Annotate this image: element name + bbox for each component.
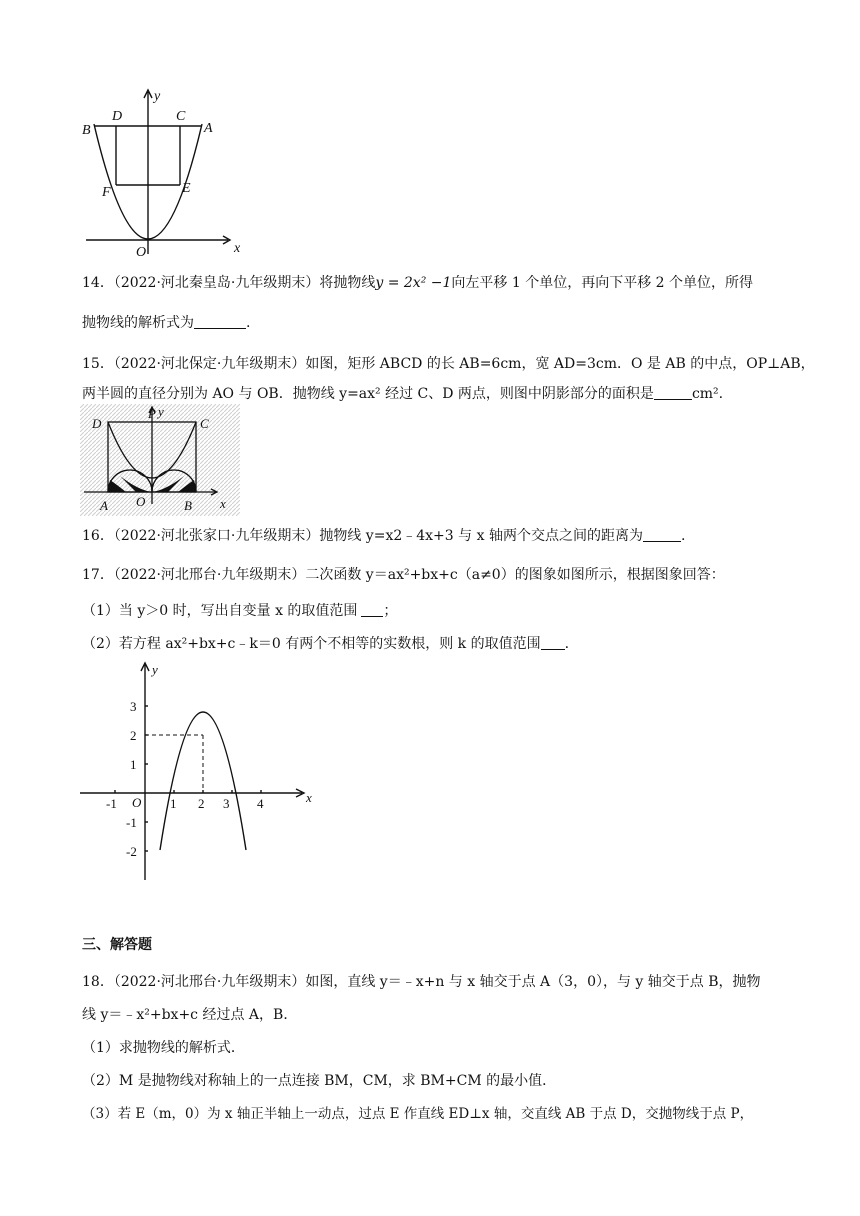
label-P: P: [148, 406, 156, 421]
label-y: y: [154, 89, 161, 104]
q14-end: .: [246, 315, 251, 331]
x-tick-label: 3: [223, 796, 230, 811]
figure-15-rectangle-semicircles: [80, 404, 240, 516]
question-18-line2: 线 y＝﹣x²+bx+c 经过点 A，B．: [82, 1007, 298, 1023]
q18-number: 18．: [82, 974, 114, 990]
question-18-sub3: （3）若 E（m，0）为 x 轴正半轴上一动点，过点 E 作直线 ED⊥x 轴，交直线 AB 于点 D，交抛物线于点 P，: [82, 1106, 754, 1122]
label-C: C: [200, 416, 209, 431]
question-17: [82, 565, 725, 585]
question-17-sub2: [82, 634, 569, 654]
q15-number: 15．: [82, 356, 114, 372]
x-tick-label: 2: [198, 796, 205, 811]
label-origin: O: [132, 795, 142, 810]
label-y: y: [158, 404, 164, 419]
x-tick-label: 4: [257, 796, 264, 811]
q16-end: .: [680, 528, 686, 544]
q18-line1-text: 如图，直线 y＝﹣x+n 与 x 轴交于点 A（3，0），与 y 轴交于点 B，抛物: [305, 974, 761, 990]
q14-line2-text: 抛物线的解析式为: [82, 315, 194, 331]
y-tick-label: 1: [130, 757, 137, 772]
y-tick-label: 2: [130, 728, 137, 743]
q16-text: 抛物线 y=x2﹣4x+3 与 x 轴两个交点之间的距离为: [319, 528, 643, 544]
question-15-line2: [82, 384, 723, 404]
figure-17-quadratic-graph: [78, 660, 328, 886]
q17-sub1-text: （1）当 y＞0 时，写出自变量 x 的取值范围: [82, 603, 358, 619]
label-D: D: [92, 416, 102, 431]
label-A: A: [204, 121, 213, 136]
question-18-line1: [82, 972, 761, 992]
question-18-sub1: （1）求抛物线的解析式．: [82, 1040, 245, 1056]
label-B: B: [184, 498, 192, 513]
question-16: [82, 526, 685, 546]
label-y: y: [152, 662, 158, 677]
q15-line1-text: 如图，矩形 ABCD 的长 AB=6cm，宽 AD=3cm．O 是 AB 的中点，OP⊥AB，: [305, 356, 815, 372]
figure-13-parabola: [78, 84, 248, 260]
q16-source: （2022·河北张家口·九年级期末）: [113, 528, 320, 544]
question-15-line1: [82, 354, 815, 374]
q15-answer-blank[interactable]: [654, 385, 692, 400]
q15-unit: cm².: [691, 386, 724, 402]
y-tick-label: -2: [126, 844, 137, 859]
question-14-line2: [82, 313, 250, 333]
label-C: C: [176, 109, 186, 124]
q17-number: 17．: [82, 567, 114, 583]
label-B: B: [82, 123, 91, 138]
q14-formula: y = 2x² −1: [375, 275, 452, 291]
q14-source: （2022·河北秦皇岛·九年级期末）: [113, 275, 320, 291]
q17-text: 二次函数 y＝ax²+bx+c（a≠0）的图象如图所示，根据图象回答：: [305, 567, 725, 583]
label-x: x: [234, 241, 241, 256]
q17-sub2-end: .: [564, 636, 570, 652]
question-17-sub1: [82, 601, 397, 621]
q14-answer-blank[interactable]: [194, 314, 246, 329]
y-tick-label: 3: [130, 699, 137, 714]
q17-sub2-blank[interactable]: [541, 635, 565, 650]
q14-text-a: 将抛物线: [319, 275, 376, 291]
label-D: D: [112, 109, 123, 124]
q18-source: （2022·河北邢台·九年级期末）: [113, 974, 306, 990]
label-x: x: [220, 496, 226, 511]
label-x: x: [306, 790, 312, 805]
q14-number: 14．: [82, 275, 114, 291]
q14-text-b: 向左平移 1 个单位，再向下平移 2 个单位，所得: [451, 275, 754, 291]
label-O: O: [136, 245, 147, 260]
label-O: O: [136, 494, 146, 509]
q16-answer-blank[interactable]: [643, 527, 681, 542]
section-title: 三、解答题: [82, 937, 152, 953]
q17-sub1-blank[interactable]: [361, 602, 383, 617]
q17-source: （2022·河北邢台·九年级期末）: [113, 567, 306, 583]
x-tick-label: -1: [106, 796, 117, 811]
y-tick-label: -1: [126, 815, 137, 830]
label-E: E: [182, 181, 191, 196]
q17-sub1-end: ；: [383, 603, 398, 619]
label-A: A: [100, 498, 108, 513]
q15-source: （2022·河北保定·九年级期末）: [113, 356, 306, 372]
q16-number: 16．: [82, 528, 114, 544]
question-18-sub2: （2）M 是抛物线对称轴上的一点连接 BM，CM，求 BM+CM 的最小值．: [82, 1073, 557, 1089]
x-tick-label: 1: [170, 796, 177, 811]
q15-line2-text: 两半圆的直径分别为 AO 与 OB．抛物线 y=ax² 经过 C、D 两点，则图中阴影部分的面积是: [82, 386, 654, 402]
q17-sub2-text: （2）若方程 ax²+bx+c﹣k＝0 有两个不相等的实数根，则 k 的取值范围: [82, 636, 541, 652]
question-14-line1: [82, 273, 753, 293]
label-F: F: [102, 185, 111, 200]
